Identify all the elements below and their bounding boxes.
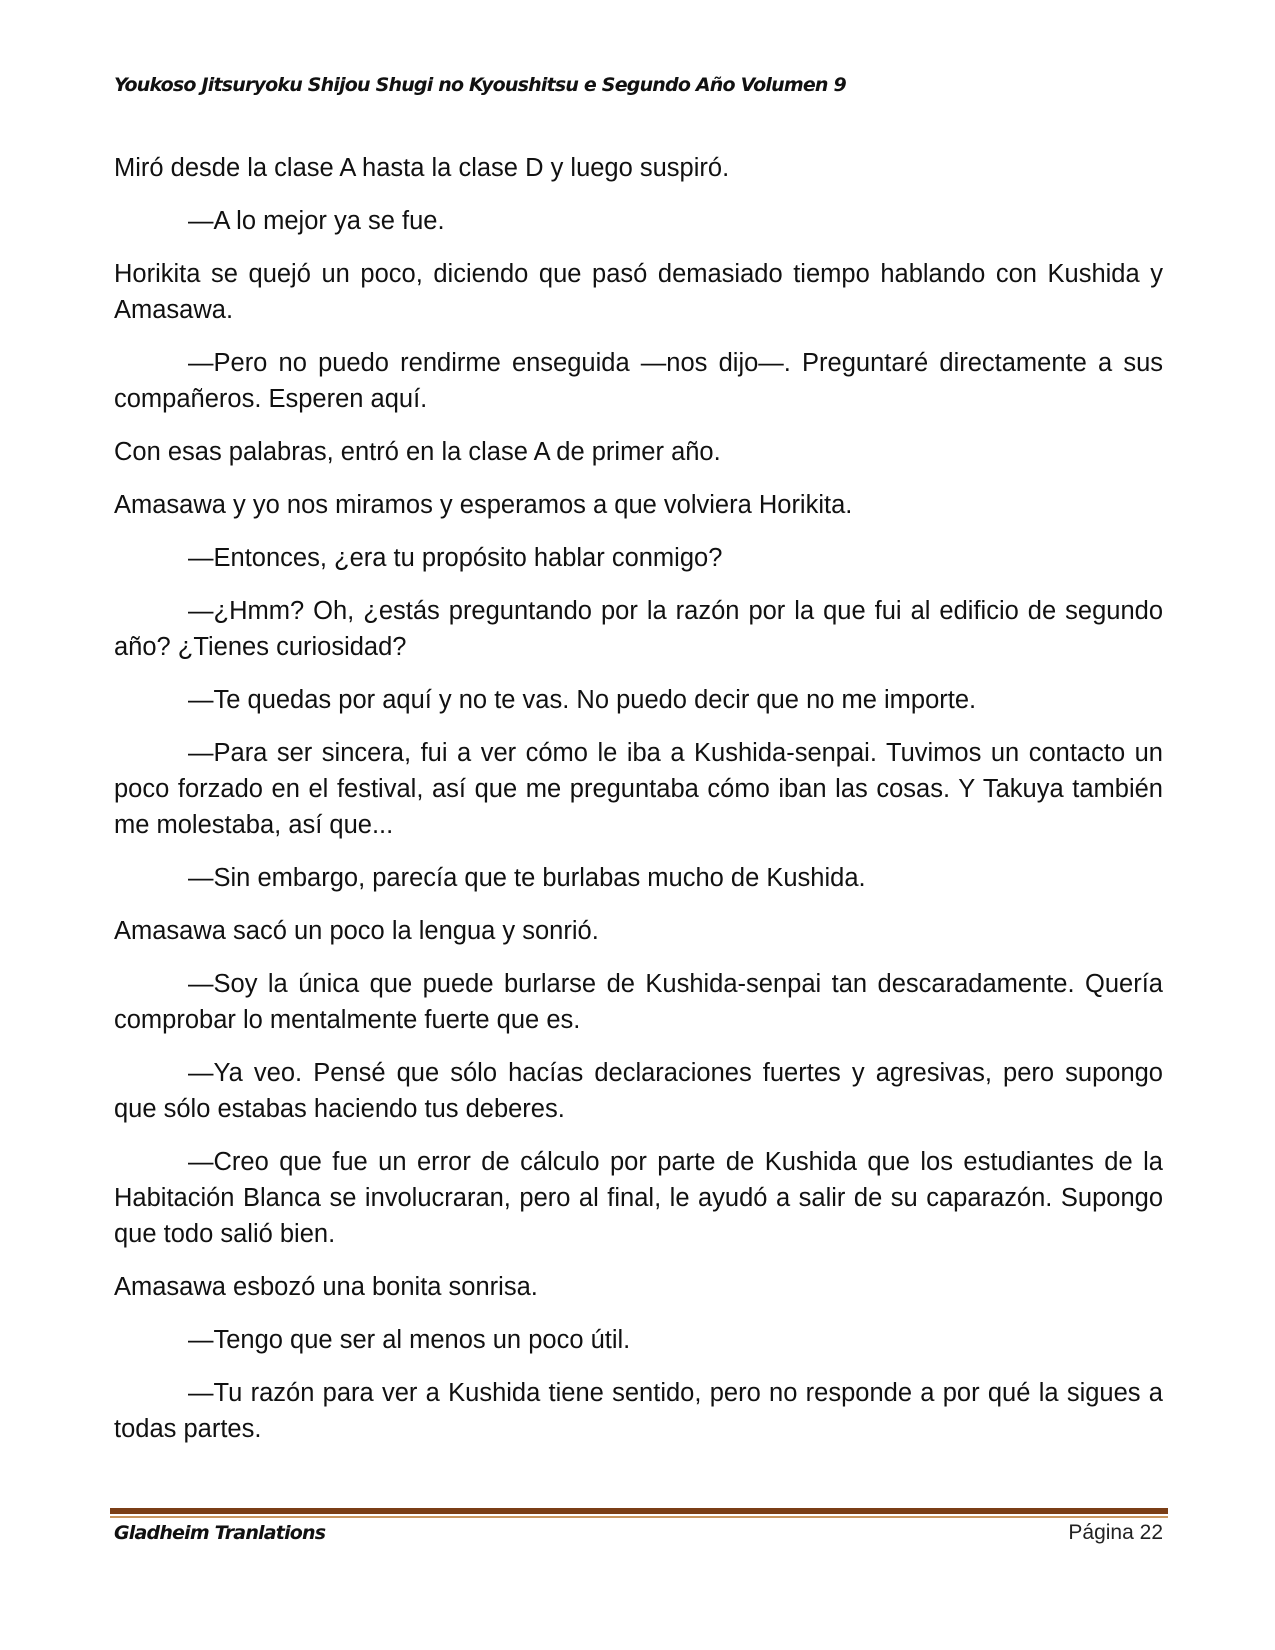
- paragraph: Amasawa esbozó una bonita sonrisa.: [114, 1273, 538, 1301]
- page-number: [1068, 1521, 1163, 1545]
- paragraph: Amasawa y yo nos miramos y esperamos a que volviera Horikita.: [114, 491, 853, 519]
- page-label: Página: [1068, 1521, 1134, 1544]
- paragraph: —Pero no puedo rendirme enseguida —nos dijo—. Preguntaré directamente a sus compañeros. Esperen aquí.: [114, 349, 1163, 413]
- paragraph: —Ya veo. Pensé que sólo hacías declaraciones fuertes y agresivas, pero supongo que sólo estabas haciendo tus deberes.: [114, 1059, 1163, 1123]
- footer-credit: Gladheim Tranlations: [114, 1522, 326, 1544]
- paragraph: —Entonces, ¿era tu propósito hablar conmigo?: [188, 544, 723, 572]
- paragraph: Miró desde la clase A hasta la clase D y luego suspiró.: [114, 154, 730, 182]
- page-number-value: 22: [1139, 1521, 1163, 1544]
- paragraph: —Tengo que ser al menos un poco útil.: [188, 1326, 631, 1354]
- paragraph: —Soy la única que puede burlarse de Kushida-senpai tan descaradamente. Quería comprobar lo mentalmente fuerte que es.: [114, 970, 1163, 1034]
- paragraph: —A lo mejor ya se fue.: [188, 207, 445, 235]
- paragraph: —Tu razón para ver a Kushida tiene sentido, pero no responde a por qué la sigues a todas partes.: [114, 1379, 1163, 1443]
- paragraph: Con esas palabras, entró en la clase A de primer año.: [114, 438, 721, 466]
- paragraph: —Te quedas por aquí y no te vas. No puedo decir que no me importe.: [188, 686, 977, 714]
- footer-divider: [110, 1508, 1168, 1516]
- running-header: Youkoso Jitsuryoku Shijou Shugi no Kyoushitsu e Segundo Año Volumen 9: [114, 74, 846, 96]
- paragraph: —¿Hmm? Oh, ¿estás preguntando por la razón por la que fui al edificio de segundo año? ¿Tienes curiosidad?: [114, 597, 1163, 661]
- paragraph: —Creo que fue un error de cálculo por parte de Kushida que los estudiantes de la Habitación Blanca se involucraran, pero al final, le ayudó a salir de su caparazón. Supongo que todo salió bien.: [114, 1148, 1163, 1248]
- paragraph: —Para ser sincera, fui a ver cómo le iba a Kushida-senpai. Tuvimos un contacto un poco forzado en el festival, así que me preguntaba cómo iban las cosas. Y Takuya también me molestaba, así que...: [114, 739, 1163, 839]
- paragraph: Amasawa sacó un poco la lengua y sonrió.: [114, 917, 599, 945]
- page-body: [114, 150, 1163, 1464]
- paragraph: Horikita se quejó un poco, diciendo que pasó demasiado tiempo hablando con Kushida y Amasawa.: [114, 260, 1163, 324]
- paragraph: —Sin embargo, parecía que te burlabas mucho de Kushida.: [188, 864, 866, 892]
